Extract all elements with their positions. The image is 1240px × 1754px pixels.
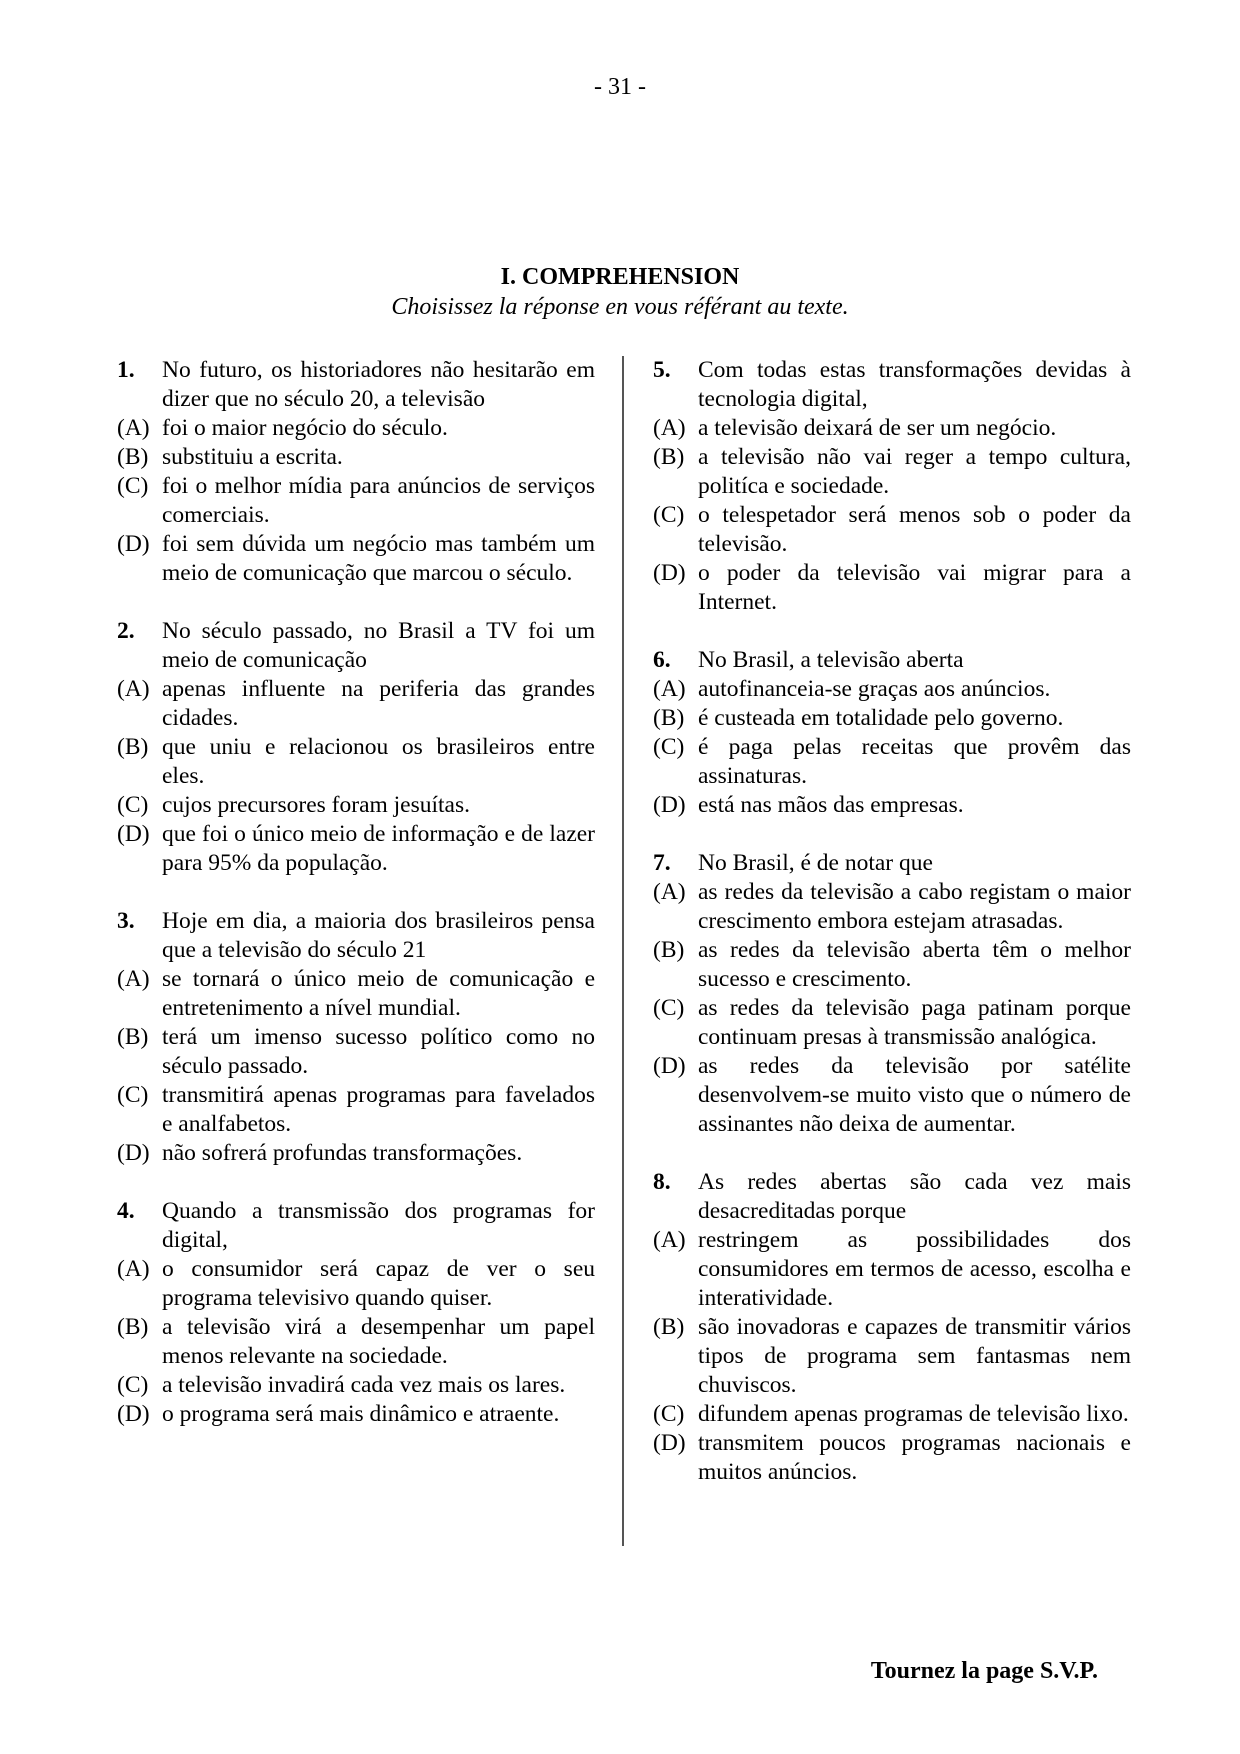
question-text: Com todas estas transformações devidas à tecnologia digital,: [698, 357, 1131, 412]
answer-option: [653, 443, 1131, 501]
option-text: cujos precursores foram jesuítas.: [162, 792, 471, 818]
option-label: (A): [653, 415, 686, 441]
question-text: No século passado, no Brasil a TV foi um meio de comunicação: [162, 618, 595, 673]
answer-option: [117, 1139, 595, 1168]
question-text: No Brasil, a televisão aberta: [698, 647, 964, 673]
option-text: as redes da televisão aberta têm o melhor sucesso e crescimento.: [698, 937, 1131, 992]
answer-option: [653, 791, 1131, 820]
option-label: (C): [653, 1401, 685, 1427]
option-label: (B): [117, 1024, 149, 1050]
option-text: terá um imenso sucesso político como no século passado.: [162, 1024, 595, 1079]
option-text: o poder da televisão vai migrar para a Internet.: [698, 560, 1131, 615]
option-text: transmitem poucos programas nacionais e muitos anúncios.: [698, 1430, 1131, 1485]
question-stem: [117, 907, 595, 965]
answer-option: [117, 530, 595, 588]
answer-option: [653, 675, 1131, 704]
option-label: (B): [653, 1314, 685, 1340]
section-title: I. COMPREHENSION: [500, 264, 740, 290]
option-label: (D): [117, 1401, 150, 1427]
question-stem: [653, 356, 1131, 414]
option-label: (D): [117, 821, 150, 847]
question-stem: [653, 1168, 1131, 1226]
option-label: (A): [653, 1227, 686, 1253]
option-label: (C): [653, 995, 685, 1021]
question-number: 4.: [117, 1198, 135, 1224]
answer-option: [653, 414, 1131, 443]
option-text: apenas influente na periferia das grandes cidades.: [162, 676, 595, 731]
option-text: que uniu e relacionou os brasileiros entre eles.: [162, 734, 595, 789]
answer-option: [653, 878, 1131, 936]
answer-option: [117, 965, 595, 1023]
option-label: (B): [653, 937, 685, 963]
option-text: as redes da televisão por satélite desenvolvem-se muito visto que o número de assinantes não deixa de aumentar.: [698, 1053, 1131, 1137]
option-label: (C): [117, 792, 149, 818]
answer-option: [653, 994, 1131, 1052]
option-label: (A): [653, 879, 686, 905]
option-label: (C): [117, 1082, 149, 1108]
question-number: 2.: [117, 618, 135, 644]
option-text: substituiu a escrita.: [162, 444, 343, 470]
page-number: - 31 -: [594, 74, 646, 100]
option-text: foi o maior negócio do século.: [162, 415, 448, 441]
question-stem: [117, 617, 595, 675]
question-number: 8.: [653, 1169, 671, 1195]
option-text: autofinanceia-se graças aos anúncios.: [698, 676, 1051, 702]
option-label: (C): [653, 502, 685, 528]
option-text: as redes da televisão a cabo registam o maior crescimento embora estejam atrasadas.: [698, 879, 1131, 934]
option-label: (C): [117, 473, 149, 499]
answer-option: [117, 820, 595, 878]
answer-option: [117, 1023, 595, 1081]
option-label: (D): [117, 531, 150, 557]
answer-option: [117, 675, 595, 733]
option-text: restringem as possibilidades dos consumidores em termos de acesso, escolha e interatividade.: [698, 1227, 1131, 1311]
answer-option: [117, 1255, 595, 1313]
question-stem: [653, 646, 1131, 675]
question-text: As redes abertas são cada vez mais desacreditadas porque: [698, 1169, 1131, 1224]
option-label: (D): [653, 1053, 686, 1079]
question: [117, 907, 595, 1168]
question: [117, 1197, 595, 1429]
question: [653, 849, 1131, 1139]
option-label: (D): [653, 792, 686, 818]
option-text: está nas mãos das empresas.: [698, 792, 964, 818]
question: [653, 356, 1131, 617]
question-text: No Brasil, é de notar que: [698, 850, 933, 876]
answer-option: [653, 1052, 1131, 1139]
question-text: No futuro, os historiadores não hesitarão em dizer que no século 20, a televisão: [162, 357, 595, 412]
question: [117, 617, 595, 878]
answer-option: [117, 472, 595, 530]
option-label: (C): [653, 734, 685, 760]
option-label: (A): [117, 415, 150, 441]
answer-option: [653, 1400, 1131, 1429]
option-text: foi sem dúvida um negócio mas também um meio de comunicação que marcou o século.: [162, 531, 595, 586]
answer-option: [117, 733, 595, 791]
option-text: foi o melhor mídia para anúncios de serviços comerciais.: [162, 473, 595, 528]
option-label: (A): [117, 966, 150, 992]
section-heading: [0, 262, 1240, 322]
option-text: é custeada em totalidade pelo governo.: [698, 705, 1064, 731]
question: [653, 646, 1131, 820]
option-text: difundem apenas programas de televisão lixo.: [698, 1401, 1129, 1427]
option-label: (A): [117, 1256, 150, 1282]
option-label: (A): [117, 676, 150, 702]
option-label: (B): [653, 444, 685, 470]
question-number: 7.: [653, 850, 671, 876]
answer-option: [117, 443, 595, 472]
right-column: [653, 356, 1131, 1516]
answer-option: [117, 791, 595, 820]
option-text: que foi o único meio de informação e de lazer para 95% da população.: [162, 821, 595, 876]
option-text: é paga pelas receitas que provêm das assinaturas.: [698, 734, 1131, 789]
answer-option: [653, 559, 1131, 617]
question: [117, 356, 595, 588]
option-label: (B): [653, 705, 685, 731]
question-text: Hoje em dia, a maioria dos brasileiros pensa que a televisão do século 21: [162, 908, 595, 963]
answer-option: [117, 414, 595, 443]
option-text: não sofrerá profundas transformações.: [162, 1140, 523, 1166]
answer-option: [653, 1429, 1131, 1487]
answer-option: [117, 1400, 595, 1429]
option-text: transmitirá apenas programas para favelados e analfabetos.: [162, 1082, 595, 1137]
option-label: (D): [653, 1430, 686, 1456]
option-text: as redes da televisão paga patinam porque continuam presas à transmissão analógica.: [698, 995, 1131, 1050]
option-label: (B): [117, 444, 149, 470]
option-label: (C): [117, 1372, 149, 1398]
option-text: se tornará o único meio de comunicação e entretenimento a nível mundial.: [162, 966, 595, 1021]
option-label: (B): [117, 734, 149, 760]
option-text: são inovadoras e capazes de transmitir vários tipos de programa sem fantasmas nem chuviscos.: [698, 1314, 1131, 1398]
answer-option: [653, 501, 1131, 559]
answer-option: [117, 1313, 595, 1371]
question-number: 5.: [653, 357, 671, 383]
question-stem: [117, 1197, 595, 1255]
question-number: 6.: [653, 647, 671, 673]
option-text: o programa será mais dinâmico e atraente.: [162, 1401, 560, 1427]
answer-option: [653, 1313, 1131, 1400]
option-label: (D): [653, 560, 686, 586]
left-column: [117, 356, 595, 1458]
question: [653, 1168, 1131, 1487]
question-stem: [117, 356, 595, 414]
option-label: (A): [653, 676, 686, 702]
answer-option: [117, 1371, 595, 1400]
question-stem: [653, 849, 1131, 878]
section-instructions: Choisissez la réponse en vous référant au texte.: [391, 294, 849, 320]
option-text: a televisão virá a desempenhar um papel menos relevante na sociedade.: [162, 1314, 595, 1369]
answer-option: [653, 704, 1131, 733]
option-text: a televisão invadirá cada vez mais os lares.: [162, 1372, 566, 1398]
footer-note: Tournez la page S.V.P.: [870, 1658, 1098, 1684]
question-number: 3.: [117, 908, 135, 934]
option-text: o telespetador será menos sob o poder da televisão.: [698, 502, 1131, 557]
answer-option: [117, 1081, 595, 1139]
option-text: a televisão não vai reger a tempo cultura, politíca e sociedade.: [698, 444, 1131, 499]
option-text: o consumidor será capaz de ver o seu programa televisivo quando quiser.: [162, 1256, 595, 1311]
option-label: (B): [117, 1314, 149, 1340]
question-text: Quando a transmissão dos programas for digital,: [162, 1198, 595, 1253]
question-number: 1.: [117, 357, 135, 383]
column-divider: [622, 356, 624, 1546]
option-text: a televisão deixará de ser um negócio.: [698, 415, 1057, 441]
answer-option: [653, 733, 1131, 791]
option-label: (D): [117, 1140, 150, 1166]
answer-option: [653, 936, 1131, 994]
answer-option: [653, 1226, 1131, 1313]
